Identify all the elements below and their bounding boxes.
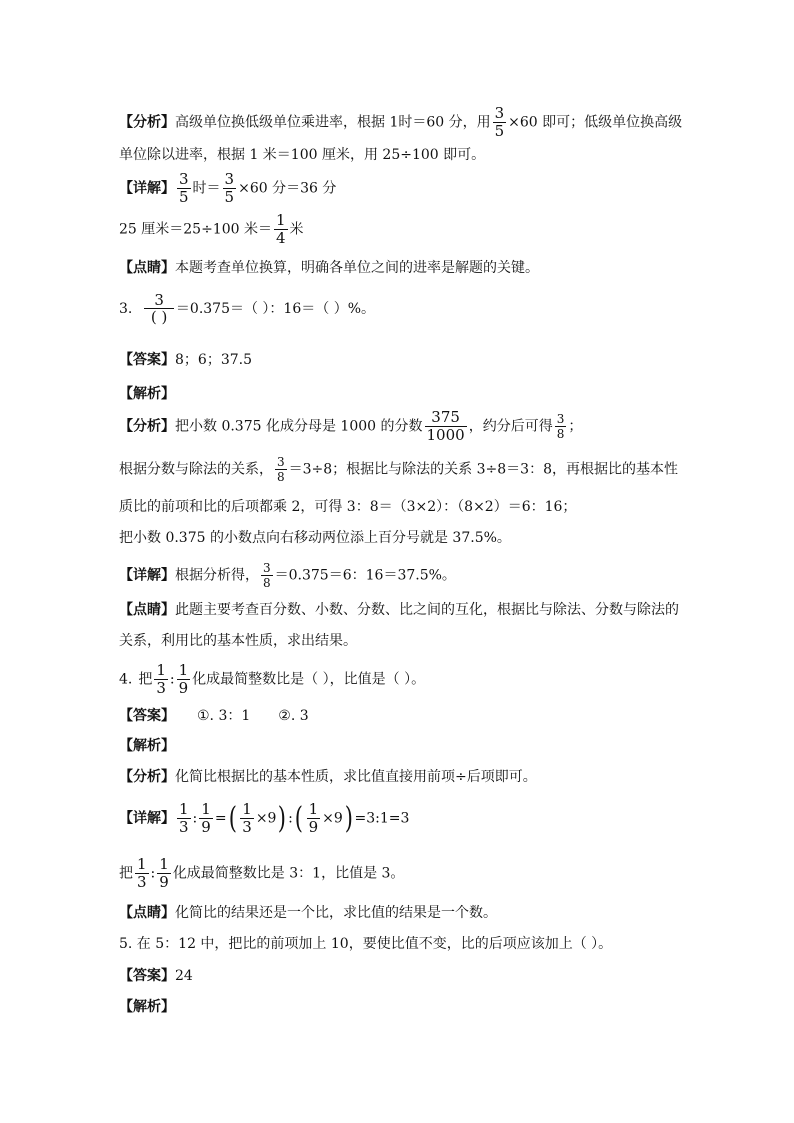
fraction: $\frac{3}{5}$	[179, 170, 189, 206]
text: 根据分析得，	[175, 567, 259, 584]
fraction: $\frac{3}{5}$	[494, 104, 505, 140]
colon: :	[288, 810, 293, 827]
result: =3:1=3	[354, 810, 410, 827]
fraction: $\frac{1}{9}$	[308, 800, 319, 836]
fraction: $\frac{1}{9}$	[178, 661, 189, 697]
answer-label: 【答案】	[119, 352, 175, 368]
remark-label: 【点睛】	[119, 905, 175, 921]
text: 化简比根据比的基本性质，求比值直接用前项÷后项即可。	[175, 769, 537, 785]
text: ，约分后可得	[468, 418, 553, 435]
fraction: $\frac{1}{9}$	[159, 855, 169, 891]
detail-line-2	[119, 213, 304, 246]
analysis-line-d	[119, 531, 511, 545]
fraction: $\frac{375}{1000}$	[426, 408, 465, 444]
colon: :	[169, 671, 175, 688]
analysis-line	[119, 410, 582, 443]
text: 把	[119, 865, 133, 882]
analysis-line-b	[119, 456, 678, 483]
text: ；	[568, 418, 583, 435]
detail-line	[119, 172, 336, 205]
answer-1: ①. 3：1	[197, 708, 251, 724]
answer-value: 8；6；37.5	[175, 352, 252, 368]
solution-label: 【解析】	[119, 386, 175, 402]
left-paren: (	[294, 800, 303, 836]
answer-line	[119, 353, 252, 367]
fraction: $\frac{3}{8}$	[263, 561, 271, 590]
text: 化简比的结果还是一个比，求比值的结果是一个数。	[175, 905, 497, 921]
detail-label: 【详解】	[119, 567, 175, 584]
solution-heading	[119, 1000, 175, 1014]
analysis-line-c	[119, 500, 576, 514]
text: ×9	[255, 810, 277, 827]
answer-label: 【答案】	[119, 708, 175, 724]
fraction: $\frac{1}{4}$	[275, 211, 286, 247]
remark-line	[119, 261, 539, 275]
fraction: $\frac{1}{3}$	[156, 661, 166, 697]
solution-heading	[119, 739, 175, 753]
analysis-label: 【分析】	[119, 114, 175, 131]
text: 化成最简整数比是 3：1，比值是 3。	[172, 865, 405, 882]
fraction: $\frac{1}{3}$	[179, 800, 189, 836]
text: 此题主要考查百分数、小数、分数、比之间的互化，根据比与除法、分数与除法的	[175, 602, 679, 618]
text: 米	[289, 221, 304, 238]
equals: =	[214, 810, 227, 827]
text: 时＝	[192, 180, 221, 197]
detail-label: 【详解】	[119, 180, 175, 197]
detail-line	[119, 562, 456, 589]
analysis-line	[119, 770, 537, 784]
detail-line	[119, 802, 409, 835]
text: ＝3÷8；根据比与除法的关系 3÷8＝3：8，再根据比的基本性	[288, 461, 678, 478]
analysis-label: 【分析】	[119, 769, 175, 785]
left-paren: (	[228, 800, 237, 836]
detail-label: 【详解】	[119, 810, 175, 827]
remark-label: 【点睛】	[119, 260, 175, 276]
colon: :	[192, 810, 198, 827]
text: 单位除以进率，根据 1 米＝100 厘米，用 25÷100 即可。	[119, 147, 486, 163]
answer-2: ②. 3	[278, 708, 309, 724]
text: ×60 分＝36 分	[238, 180, 337, 197]
right-paren: )	[278, 800, 287, 836]
fraction: $\frac{1}{9}$	[201, 800, 211, 836]
fraction: $\frac{1}{3}$	[137, 855, 147, 891]
question-3	[119, 293, 375, 325]
analysis-line-2	[119, 148, 485, 162]
text: 把小数 0.375 化成分母是 1000 的分数	[175, 418, 423, 435]
text: ×9	[322, 810, 343, 827]
question-number: 3.	[119, 301, 133, 317]
fraction: $\frac{1}{3}$	[242, 800, 252, 836]
solution-heading	[119, 387, 175, 401]
detail-line-2	[119, 857, 404, 890]
text: 关系，利用比的基本性质，求出结果。	[119, 633, 357, 649]
text: 25 厘米＝25÷100 米＝	[119, 221, 272, 238]
text: ＝0.375＝6：16＝37.5%。	[274, 567, 456, 584]
fraction: $\frac{3}{( )}$	[144, 293, 174, 325]
analysis-label: 【分析】	[119, 418, 175, 435]
text: 根据分数与除法的关系，	[119, 461, 273, 478]
solution-label: 【解析】	[119, 738, 175, 754]
right-paren: )	[344, 800, 353, 836]
remark-label: 【点睛】	[119, 602, 175, 618]
fraction: $\frac{3}{8}$	[277, 455, 285, 484]
answer-value: 24	[175, 968, 193, 984]
text: ＝0.375＝（ ）：16＝（ ）%。	[175, 301, 376, 317]
colon: :	[150, 865, 156, 882]
question-4	[119, 663, 425, 696]
remark-line	[119, 906, 497, 920]
fraction: $\frac{3}{8}$	[556, 412, 565, 441]
text: 高级单位换低级单位乘进率，根据 1时＝60 分，用	[175, 114, 491, 131]
text: 本题考查单位换算，明确各单位之间的进率是解题的关键。	[175, 260, 539, 276]
answer-label: 【答案】	[119, 968, 175, 984]
remark-line-b	[119, 634, 357, 648]
question-number: 4.	[119, 671, 133, 688]
text: 把小数 0.375 的小数点向右移动两位添上百分号就是 37.5%。	[119, 530, 511, 546]
answer-line	[119, 969, 193, 983]
answer-line	[119, 709, 309, 723]
remark-line	[119, 603, 679, 617]
text: 5. 在 5：12 中，把比的前项加上 10，要使比值不变，比的后项应该加上（ ）。	[119, 936, 613, 952]
text: ×60 即可；低级单位换高级	[508, 114, 683, 131]
text: 化成最简整数比是（ ），比值是（ ）。	[192, 671, 426, 688]
text: 把	[138, 671, 153, 688]
text: 质比的前项和比的后项都乘 2，可得 3：8＝（3×2）：（8×2）＝6：16；	[119, 499, 577, 515]
analysis-line-1	[119, 106, 682, 139]
solution-label: 【解析】	[119, 999, 175, 1015]
question-5	[119, 937, 612, 951]
fraction: $\frac{3}{5}$	[224, 170, 235, 206]
